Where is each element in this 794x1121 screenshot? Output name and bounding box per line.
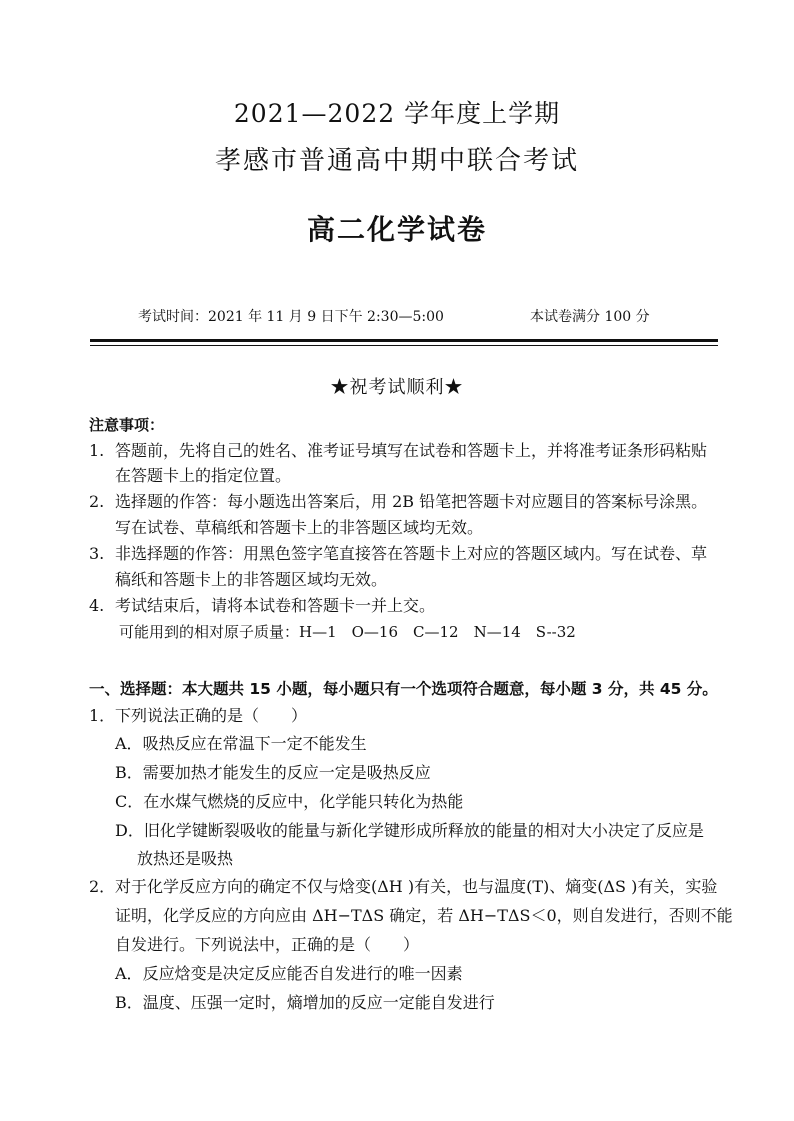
header-divider-thick [90,339,718,342]
option-c [115,791,463,813]
notice-item-number: 1. [89,441,105,460]
option-a [115,963,463,985]
option-text: 旧化学键断裂吸收的能量与新化学键形成所释放的能量的相对大小决定了反应是 [143,821,704,840]
exam-year-line: 2021—2022 学年度上学期 [233,99,561,128]
option-label: D． [115,821,144,840]
notice-item-text: 选择题的作答：每小题选出答案后，用 2B 铅笔把答题卡对应题目的答案标号涂黑。 [115,492,708,511]
option-text: 温度、压强一定时，熵增加的反应一定能自发进行 [142,993,495,1012]
notice-item [89,440,707,462]
exam-name-line: 孝感市普通高中期中联合考试 [214,146,579,176]
paper-title: 高二化学试卷 [306,213,487,246]
option-b [115,992,495,1014]
notice-item [89,595,435,617]
option-text: 吸热反应在常温下一定不能发生 [142,734,367,753]
notice-item-continuation: 在答题卡上的指定位置。 [115,466,292,485]
exam-time: 考试时间：2021 年 11 月 9 日下午 2:30—5:00 [138,309,444,325]
notice-item-continuation: 稿纸和答题卡上的非答题区域均无效。 [115,570,388,589]
option-text: 在水煤气燃烧的反应中，化学能只转化为热能 [143,792,464,811]
option-b [115,762,431,784]
question-stem-continuation: 证明，化学反应的方向应由 ΔH−TΔS 确定，若 ΔH−TΔS＜0，则自发进行，否则不能 [115,906,733,925]
option-a [115,733,367,755]
question-number: 1． [89,706,116,725]
option-label: A． [115,734,143,753]
option-text: 需要加热才能发生的反应一定是吸热反应 [142,763,431,782]
question-number: 2． [89,877,116,896]
blessing: ★祝考试顺利★ [330,377,464,398]
notice-item-continuation: 写在试卷、草稿纸和答题卡上的非答题区域均无效。 [115,518,484,537]
notice-item-number: 3. [89,544,105,563]
question-stem-continuation: 自发进行。下列说法中，正确的是（ ） [115,935,420,954]
notice-item-number: 2. [89,492,105,511]
notice-item-number: 4. [89,596,105,615]
header-divider-thin [90,345,718,346]
notice-item-text: 非选择题的作答：用黑色签字笔直接答在答题卡上对应的答题区域内。写在试卷、草 [115,544,708,563]
atomic-masses: 可能用到的相对原子质量：H—1 O—16 C—12 N—14 S--32 [119,623,576,641]
question-stem: 下列说法正确的是（ ） [115,706,308,725]
option-label: C． [115,792,144,811]
question-2 [89,876,717,898]
notice-item-text: 答题前，先将自己的姓名、准考证号填写在试卷和答题卡上，并将准考证条形码粘贴 [115,441,708,460]
section-title: 一、选择题：本大题共 15 小题，每小题只有一个选项符合题意，每小题 3 分，共 45 分。 [89,680,718,698]
notice-item [89,491,707,513]
option-text: 反应焓变是决定反应能否自发进行的唯一因素 [142,964,463,983]
option-label: B． [115,763,143,782]
full-score: 本试卷满分 100 分 [530,309,650,325]
question-stem: 对于化学反应方向的确定不仅与焓变(ΔH )有关，也与温度(T)、熵变(ΔS )有关，实验 [115,877,718,896]
option-label: B． [115,993,143,1012]
option-label: A． [115,964,143,983]
question-1 [89,705,307,727]
notice-item-text: 考试结束后，请将本试卷和答题卡一并上交。 [115,596,436,615]
option-d [115,820,704,842]
notice-item [89,543,707,565]
option-d-continuation: 放热还是吸热 [137,849,234,868]
notice-title: 注意事项： [89,416,165,434]
